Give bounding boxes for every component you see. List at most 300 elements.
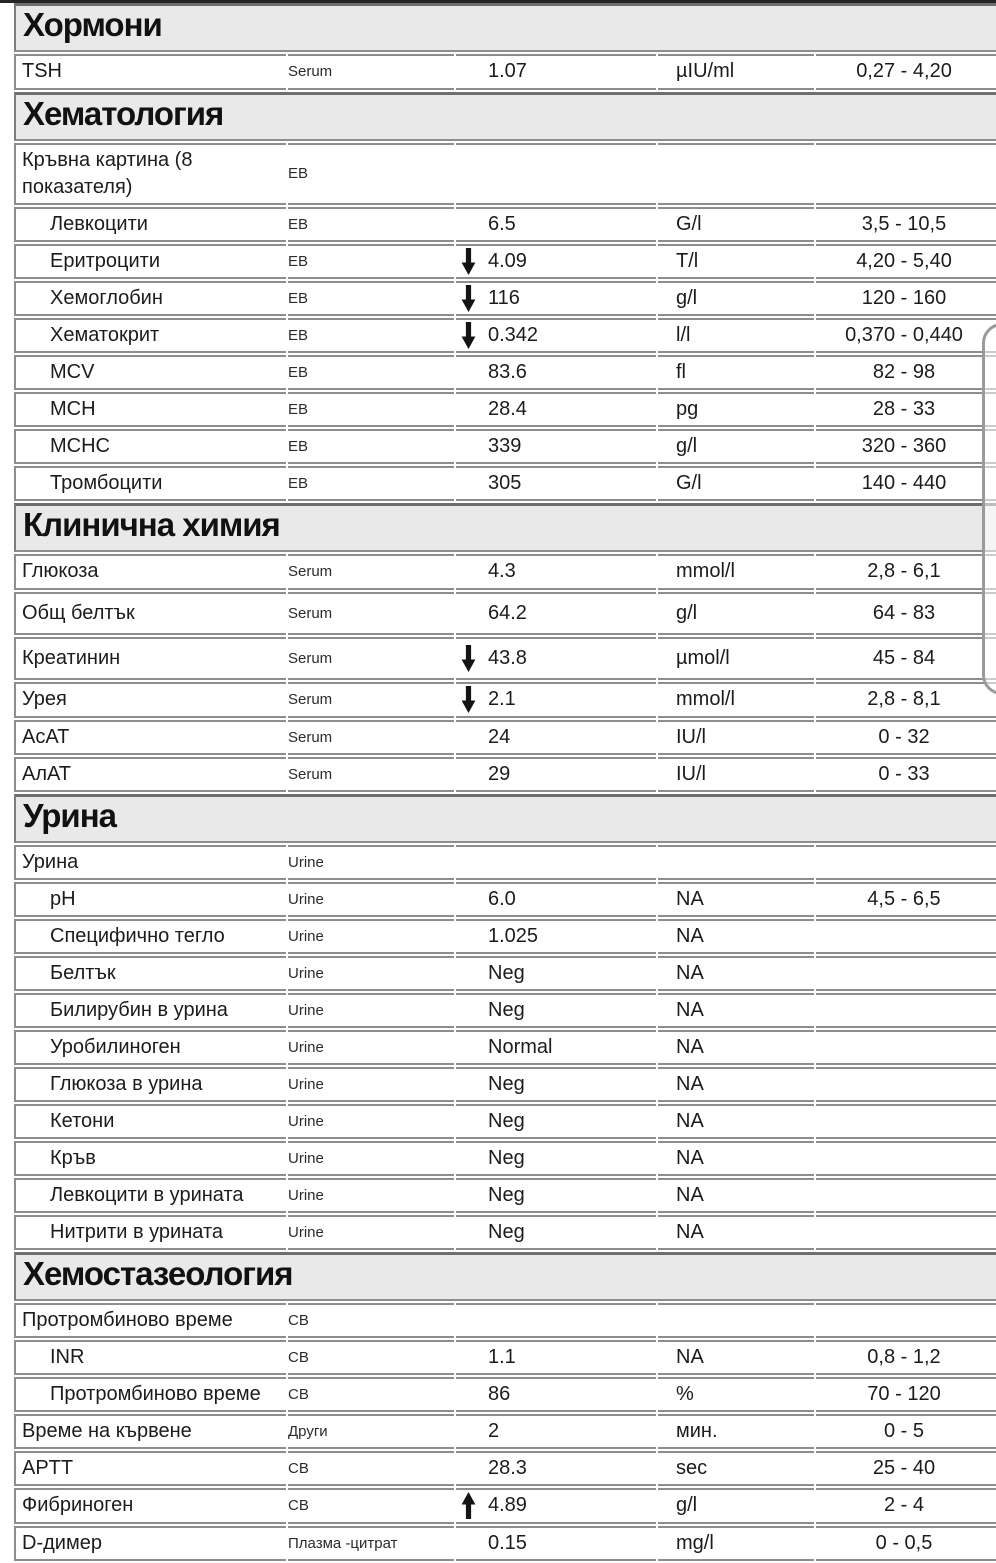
unit-label: g/l — [676, 434, 698, 457]
test-name-label: Специфично тегло — [50, 924, 225, 947]
row-name-cell — [16, 281, 286, 316]
reference-range-label: 2,8 - 6,1 — [867, 560, 941, 583]
table-row[interactable] — [14, 207, 996, 242]
unit-label: fl — [676, 360, 686, 383]
row-name-cell — [16, 1377, 286, 1412]
reference-range-label: 0,370 - 0,440 — [845, 323, 963, 346]
test-name-label: Кръвна картина (8 показателя) — [22, 148, 193, 198]
row-material-cell — [288, 592, 454, 635]
unit-label: g/l — [676, 1494, 698, 1517]
row-name-cell — [16, 207, 286, 242]
test-name-label: Кръв — [50, 1146, 96, 1169]
row-name-cell — [16, 682, 286, 718]
row-material-cell — [288, 1030, 454, 1065]
material-label: СВ — [288, 1311, 309, 1329]
row-result-cell — [456, 244, 656, 279]
row-material-cell — [288, 318, 454, 353]
row-name-cell — [16, 466, 286, 501]
result-value: Neg — [488, 1183, 525, 1206]
unit-label: IU/l — [676, 725, 706, 748]
test-name-label: АлАТ — [22, 762, 72, 785]
test-name-label: Левкоцити в урината — [50, 1183, 244, 1206]
abnormal-arrow-icon — [456, 1307, 488, 1334]
table-row[interactable] — [14, 355, 996, 390]
reference-range-label: 70 - 120 — [867, 1382, 941, 1405]
material-label: Serum — [288, 63, 333, 81]
row-result-cell — [456, 682, 656, 718]
table-row[interactable] — [14, 919, 996, 954]
material-label: Urine — [288, 853, 324, 871]
material-label: ЕВ — [288, 400, 309, 418]
result-value: Neg — [488, 1220, 525, 1243]
result-value: Neg — [488, 998, 525, 1021]
material-label: Urine — [288, 1038, 324, 1056]
row-result-cell — [456, 392, 656, 427]
row-name-cell — [16, 1340, 286, 1375]
material-label: ЕВ — [288, 165, 309, 183]
section-rows — [14, 143, 996, 501]
row-range-cell — [816, 1030, 996, 1065]
result-value: 28.3 — [488, 1456, 527, 1479]
table-row[interactable] — [14, 1488, 996, 1524]
row-name-cell — [16, 143, 286, 205]
row-range-cell — [816, 54, 996, 90]
row-material-cell — [288, 1303, 454, 1338]
section-rows — [14, 554, 996, 792]
row-material-cell — [288, 1414, 454, 1449]
section-title: Урина — [14, 794, 996, 843]
abnormal-arrow-icon — [456, 600, 488, 627]
row-result-cell — [456, 318, 656, 353]
arrow-down-icon — [456, 686, 488, 713]
abnormal-arrow-icon — [456, 1344, 488, 1371]
row-material-cell — [288, 466, 454, 501]
row-name-cell — [16, 244, 286, 279]
abnormal-arrow-icon — [456, 396, 488, 423]
test-name-label: Тромбоцити — [50, 471, 163, 494]
abnormal-arrow-icon — [456, 1145, 488, 1172]
row-range-cell — [816, 1141, 996, 1176]
material-label: ЕВ — [288, 326, 309, 344]
row-unit-cell — [658, 720, 814, 755]
row-unit-cell — [658, 845, 814, 880]
result-value: 43.8 — [488, 646, 527, 669]
result-value: 86 — [488, 1382, 511, 1405]
material-label: ЕВ — [288, 289, 309, 307]
table-row[interactable] — [14, 466, 996, 501]
row-result-cell — [456, 1141, 656, 1176]
test-name-label: MCH — [50, 397, 96, 420]
table-row[interactable] — [14, 1215, 996, 1250]
row-material-cell — [288, 1526, 454, 1561]
table-row[interactable] — [14, 281, 996, 316]
row-unit-cell — [658, 956, 814, 991]
arrow-down-icon — [456, 645, 488, 672]
unit-label: NA — [676, 1072, 704, 1095]
test-name-label: Хематокрит — [50, 323, 160, 346]
table-row[interactable] — [14, 554, 996, 590]
section-rows — [14, 54, 996, 90]
table-row[interactable] — [14, 592, 996, 635]
row-result-cell — [456, 54, 656, 90]
row-range-cell — [816, 845, 996, 880]
test-name-label: Урина — [22, 850, 79, 873]
material-label: Urine — [288, 1223, 324, 1241]
row-unit-cell — [658, 1526, 814, 1561]
row-range-cell — [816, 720, 996, 755]
material-label: СВ — [288, 1497, 309, 1515]
unit-label: G/l — [676, 212, 702, 235]
row-result-cell — [456, 1215, 656, 1250]
abnormal-arrow-icon — [456, 724, 488, 751]
result-value: 305 — [488, 471, 522, 494]
row-result-cell — [456, 993, 656, 1028]
reference-range-label: 0 - 33 — [878, 762, 930, 785]
material-label: ЕВ — [288, 215, 309, 233]
material-label: Urine — [288, 964, 324, 982]
test-name-label: АсАТ — [22, 725, 70, 748]
material-label: СВ — [288, 1385, 309, 1403]
result-value: 1.025 — [488, 924, 539, 947]
row-range-cell — [816, 1067, 996, 1102]
row-range-cell — [816, 392, 996, 427]
unit-label: NA — [676, 1146, 704, 1169]
table-row[interactable] — [14, 1414, 996, 1449]
table-row[interactable] — [14, 244, 996, 279]
test-name-label: Уробилиноген — [50, 1035, 181, 1058]
row-unit-cell — [658, 1451, 814, 1486]
material-label: ЕВ — [288, 474, 309, 492]
result-value: 0.15 — [488, 1531, 527, 1554]
row-range-cell — [816, 592, 996, 635]
row-material-cell — [288, 720, 454, 755]
row-result-cell — [456, 554, 656, 590]
row-range-cell — [816, 993, 996, 1028]
row-name-cell — [16, 1067, 286, 1102]
row-name-cell — [16, 392, 286, 427]
unit-label: µIU/ml — [676, 60, 735, 83]
table-row[interactable] — [14, 757, 996, 792]
row-name-cell — [16, 956, 286, 991]
test-name-label: Еритроцити — [50, 249, 160, 272]
report-section — [14, 92, 996, 503]
reference-range-label: 0 - 0,5 — [875, 1531, 933, 1554]
abnormal-arrow-icon — [456, 923, 488, 950]
row-result-cell — [456, 757, 656, 792]
table-row[interactable] — [14, 1030, 996, 1065]
result-value: Neg — [488, 961, 525, 984]
unit-label: mg/l — [676, 1531, 714, 1554]
row-result-cell — [456, 919, 656, 954]
test-name-label: Белтък — [50, 961, 116, 984]
result-value: 4.09 — [488, 249, 527, 272]
table-row[interactable] — [14, 682, 996, 718]
test-name-label: Време на кървене — [22, 1419, 192, 1442]
material-label: Serum — [288, 563, 333, 581]
row-result-cell — [456, 466, 656, 501]
table-row[interactable] — [14, 1178, 996, 1213]
reference-range-label: 2,8 - 8,1 — [867, 688, 941, 711]
abnormal-arrow-icon — [456, 558, 488, 585]
section-rows — [14, 1303, 996, 1561]
row-unit-cell — [658, 882, 814, 917]
row-unit-cell — [658, 466, 814, 501]
row-result-cell — [456, 1488, 656, 1524]
reference-range-label: 4,5 - 6,5 — [867, 887, 941, 910]
row-range-cell — [816, 1488, 996, 1524]
report-section — [14, 794, 996, 1252]
row-unit-cell — [658, 1215, 814, 1250]
row-name-cell — [16, 1303, 286, 1338]
result-value: 29 — [488, 762, 511, 785]
row-unit-cell — [658, 281, 814, 316]
row-unit-cell — [658, 1488, 814, 1524]
unit-label: NA — [676, 961, 704, 984]
unit-label: µmol/l — [676, 646, 730, 669]
material-label: Urine — [288, 1149, 324, 1167]
row-material-cell — [288, 207, 454, 242]
table-row[interactable] — [14, 392, 996, 427]
result-value: 1.1 — [488, 1345, 516, 1368]
table-row[interactable] — [14, 1451, 996, 1486]
row-unit-cell — [658, 1030, 814, 1065]
row-name-cell — [16, 1526, 286, 1561]
row-unit-cell — [658, 244, 814, 279]
unit-label: l/l — [676, 323, 691, 346]
result-value: Normal — [488, 1035, 553, 1058]
unit-label: % — [676, 1382, 694, 1405]
table-row[interactable] — [14, 1067, 996, 1102]
row-material-cell — [288, 1340, 454, 1375]
unit-label: g/l — [676, 601, 698, 624]
table-row[interactable] — [14, 993, 996, 1028]
result-value: 64.2 — [488, 601, 527, 624]
unit-label: NA — [676, 924, 704, 947]
test-name-label: Урея — [22, 688, 67, 711]
row-material-cell — [288, 845, 454, 880]
row-name-cell — [16, 554, 286, 590]
result-value: 4.3 — [488, 560, 516, 583]
row-material-cell — [288, 1377, 454, 1412]
table-row[interactable] — [14, 845, 996, 880]
reference-range-label: 0,27 - 4,20 — [856, 60, 952, 83]
row-material-cell — [288, 281, 454, 316]
report-section — [14, 1252, 996, 1563]
reference-range-label: 320 - 360 — [861, 434, 947, 457]
row-result-cell — [456, 592, 656, 635]
scrollbar-thumb[interactable] — [982, 323, 996, 695]
row-range-cell — [816, 1377, 996, 1412]
row-material-cell — [288, 1141, 454, 1176]
unit-label: mmol/l — [676, 560, 735, 583]
arrow-down-icon — [456, 322, 488, 349]
abnormal-arrow-icon — [456, 211, 488, 238]
unit-label: G/l — [676, 471, 702, 494]
row-range-cell — [816, 244, 996, 279]
table-row[interactable] — [14, 1340, 996, 1375]
abnormal-arrow-icon — [456, 1530, 488, 1557]
table-row[interactable] — [14, 54, 996, 90]
unit-label: NA — [676, 1220, 704, 1243]
reference-range-label: 2 - 4 — [883, 1494, 925, 1517]
test-name-label: Протромбиново време — [22, 1308, 233, 1331]
abnormal-arrow-icon — [456, 160, 488, 187]
row-material-cell — [288, 429, 454, 464]
row-material-cell — [288, 919, 454, 954]
test-name-label: INR — [50, 1345, 85, 1368]
table-row[interactable] — [14, 720, 996, 755]
material-label: Urine — [288, 1075, 324, 1093]
row-result-cell — [456, 882, 656, 917]
row-material-cell — [288, 757, 454, 792]
material-label: Serum — [288, 765, 333, 783]
abnormal-arrow-icon — [456, 997, 488, 1024]
row-unit-cell — [658, 1303, 814, 1338]
row-name-cell — [16, 1215, 286, 1250]
row-unit-cell — [658, 1141, 814, 1176]
result-value: 2.1 — [488, 688, 516, 711]
row-result-cell — [456, 1030, 656, 1065]
row-unit-cell — [658, 355, 814, 390]
test-name-label: MCV — [50, 360, 95, 383]
test-name-label: Хемоглобин — [50, 286, 163, 309]
row-range-cell — [816, 956, 996, 991]
row-range-cell — [816, 554, 996, 590]
row-unit-cell — [658, 757, 814, 792]
row-result-cell — [456, 720, 656, 755]
table-row[interactable] — [14, 956, 996, 991]
test-name-label: D-димер — [22, 1531, 102, 1554]
section-rows — [14, 845, 996, 1250]
row-material-cell — [288, 1104, 454, 1139]
abnormal-arrow-icon — [456, 359, 488, 386]
row-material-cell — [288, 143, 454, 205]
row-result-cell — [456, 207, 656, 242]
section-title: Хормони — [14, 3, 996, 52]
table-row[interactable] — [14, 1377, 996, 1412]
section-title: Хемостазеология — [14, 1252, 996, 1301]
result-value: 83.6 — [488, 360, 527, 383]
material-label: ЕВ — [288, 363, 309, 381]
abnormal-arrow-icon — [456, 58, 488, 85]
row-unit-cell — [658, 429, 814, 464]
test-name-label: TSH — [22, 60, 62, 83]
row-range-cell — [816, 1303, 996, 1338]
material-label: Urine — [288, 1112, 324, 1130]
row-unit-cell — [658, 554, 814, 590]
row-material-cell — [288, 993, 454, 1028]
row-material-cell — [288, 1451, 454, 1486]
section-title: Клинична химия — [14, 503, 996, 552]
abnormal-arrow-icon — [456, 433, 488, 460]
row-range-cell — [816, 281, 996, 316]
abnormal-arrow-icon — [456, 1381, 488, 1408]
report-section — [14, 3, 996, 92]
row-material-cell — [288, 355, 454, 390]
test-name-label: Глюкоза в урина — [50, 1072, 203, 1095]
row-result-cell — [456, 1451, 656, 1486]
row-unit-cell — [658, 919, 814, 954]
row-range-cell — [816, 207, 996, 242]
abnormal-arrow-icon — [456, 886, 488, 913]
row-name-cell — [16, 429, 286, 464]
row-name-cell — [16, 919, 286, 954]
row-unit-cell — [658, 318, 814, 353]
result-value: 6.0 — [488, 887, 516, 910]
table-row[interactable] — [14, 1303, 996, 1338]
row-unit-cell — [658, 1178, 814, 1213]
result-value: 6.5 — [488, 212, 516, 235]
test-name-label: Креатинин — [22, 646, 121, 669]
table-row[interactable] — [14, 637, 996, 680]
reference-range-label: 140 - 440 — [861, 471, 947, 494]
row-result-cell — [456, 1067, 656, 1102]
row-name-cell — [16, 1488, 286, 1524]
result-value: 1.07 — [488, 60, 527, 83]
material-label: ЕВ — [288, 252, 309, 270]
row-name-cell — [16, 1451, 286, 1486]
material-label: Urine — [288, 1186, 324, 1204]
row-result-cell — [456, 1178, 656, 1213]
reference-range-label: 28 - 33 — [872, 397, 936, 420]
row-unit-cell — [658, 1414, 814, 1449]
unit-label: NA — [676, 1109, 704, 1132]
row-unit-cell — [658, 592, 814, 635]
row-material-cell — [288, 1488, 454, 1524]
reference-range-label: 82 - 98 — [872, 360, 936, 383]
row-material-cell — [288, 1067, 454, 1102]
row-name-cell — [16, 882, 286, 917]
table-row[interactable] — [14, 318, 996, 353]
unit-label: NA — [676, 998, 704, 1021]
result-value: 28.4 — [488, 397, 527, 420]
table-row[interactable] — [14, 429, 996, 464]
table-row[interactable] — [14, 1526, 996, 1561]
table-row[interactable] — [14, 882, 996, 917]
row-unit-cell — [658, 682, 814, 718]
row-unit-cell — [658, 1340, 814, 1375]
report-section — [14, 503, 996, 794]
test-name-label: APTT — [22, 1456, 74, 1479]
reference-range-label: 0,8 - 1,2 — [867, 1345, 941, 1368]
row-name-cell — [16, 1030, 286, 1065]
material-label: Urine — [288, 927, 324, 945]
row-name-cell — [16, 592, 286, 635]
table-row[interactable] — [14, 1104, 996, 1139]
table-row[interactable] — [14, 143, 996, 205]
row-name-cell — [16, 1104, 286, 1139]
row-result-cell — [456, 1104, 656, 1139]
result-value: 24 — [488, 725, 511, 748]
row-unit-cell — [658, 1104, 814, 1139]
material-label: СВ — [288, 1459, 309, 1477]
material-label: Serum — [288, 604, 333, 622]
row-result-cell — [456, 1377, 656, 1412]
row-range-cell — [816, 1414, 996, 1449]
abnormal-arrow-icon — [456, 960, 488, 987]
row-name-cell — [16, 757, 286, 792]
row-unit-cell — [658, 143, 814, 205]
unit-label: NA — [676, 1035, 704, 1058]
row-result-cell — [456, 1414, 656, 1449]
reference-range-label: 45 - 84 — [872, 646, 936, 669]
unit-label: pg — [676, 397, 699, 420]
result-value: 339 — [488, 434, 522, 457]
row-material-cell — [288, 392, 454, 427]
arrow-down-icon — [456, 285, 488, 312]
reference-range-label: 64 - 83 — [872, 601, 936, 624]
table-row[interactable] — [14, 1141, 996, 1176]
